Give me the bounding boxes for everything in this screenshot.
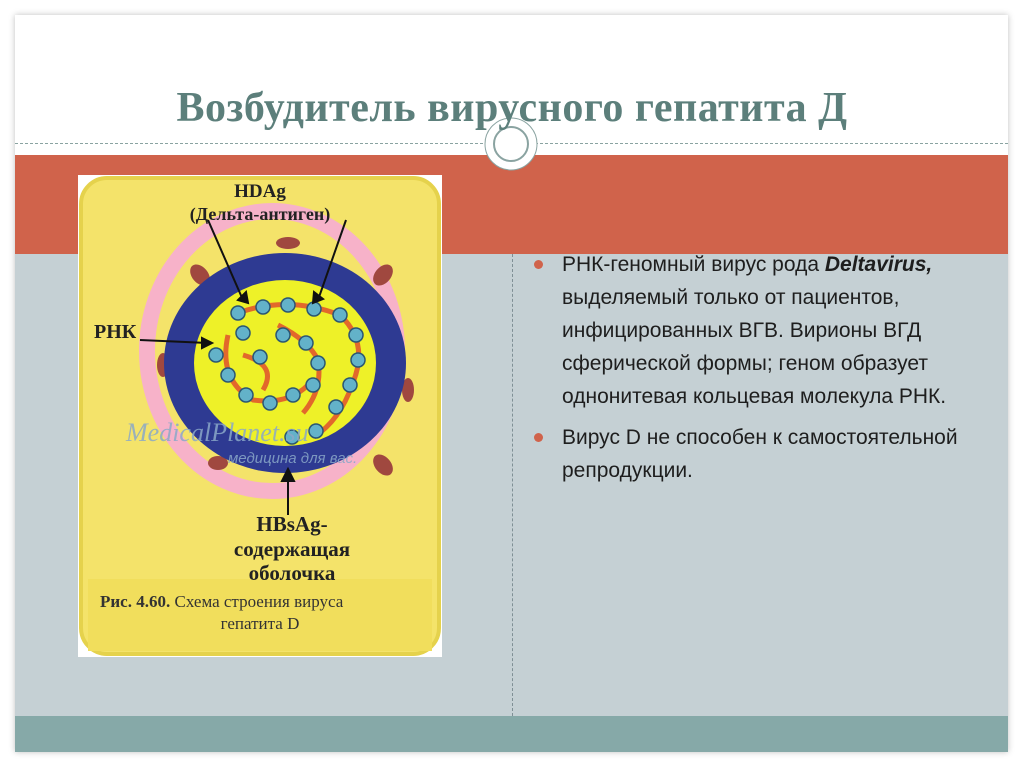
label-rna: РНК (94, 321, 137, 343)
footer-band (15, 716, 1008, 752)
caption-number: Рис. 4.60. (100, 592, 171, 611)
bullet-item (530, 421, 970, 487)
virus-diagram (78, 175, 442, 657)
bullet-list (530, 248, 970, 495)
watermark-sub: медицина для вас. (228, 450, 358, 467)
column-divider (512, 254, 513, 716)
virus-diagram-svg (78, 175, 442, 657)
label-hbsag-1: HBsAg- (256, 512, 328, 536)
bullet-1-text (562, 253, 946, 408)
figure-caption-line-2: гепатита D (220, 614, 300, 633)
bullet-1-genus: Deltavirus, (824, 253, 933, 276)
figure-caption-line-1 (100, 592, 344, 611)
bullet-1-post: выделяемый только от пациентов, инфицированных ВГВ. Вирионы ВГД сферической формы; геном образует однонитевая кольцевая молекула РНК. (562, 286, 947, 408)
bullet-2-text: Вирус D не способен к самостоятельной репродукции. (562, 426, 958, 482)
label-hbsag-3: оболочка (248, 561, 336, 585)
bullet-1-pre: РНК-геномный вирус рода (562, 253, 825, 276)
label-delta-antigen: (Дельта-антиген) (189, 204, 331, 224)
bullet-dot-icon (534, 433, 543, 442)
bullet-item (530, 248, 970, 413)
bullet-dot-icon (534, 260, 543, 269)
caption-text-1: Схема строения вируса (170, 592, 344, 611)
page-title: Возбудитель вирусного гепатита Д (176, 85, 848, 131)
label-hdag: HDAg (234, 181, 286, 202)
watermark-main: MedicalPlanet.su (126, 418, 309, 447)
label-hbsag-2: содержащая (233, 537, 351, 561)
